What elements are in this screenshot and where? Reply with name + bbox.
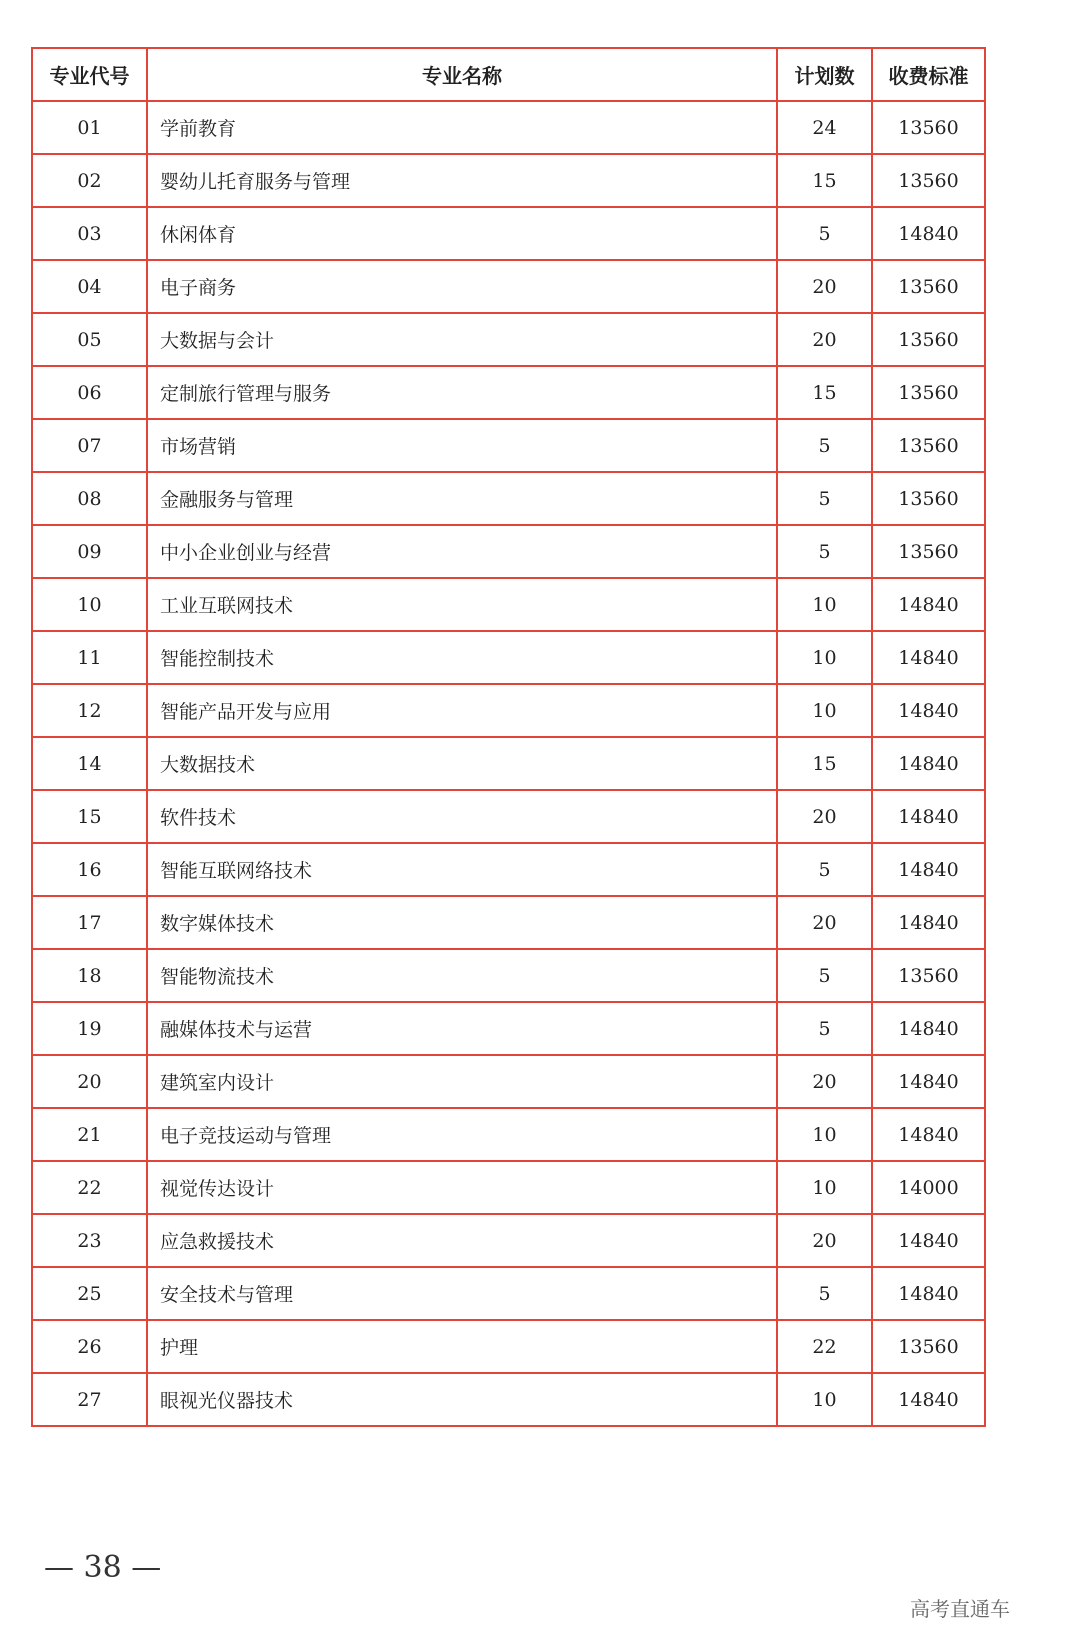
cell-plan-count: 5	[777, 525, 872, 578]
cell-fee-standard: 14840	[872, 790, 985, 843]
table-row	[32, 1373, 985, 1426]
table-row	[32, 1214, 985, 1267]
cell-major-code: 03	[32, 207, 147, 260]
cell-fee-standard: 14840	[872, 207, 985, 260]
cell-plan-count: 20	[777, 313, 872, 366]
cell-plan-count: 5	[777, 1267, 872, 1320]
page-number: — 38 —	[44, 1550, 162, 1585]
cell-fee-standard: 13560	[872, 154, 985, 207]
cell-major-name: 大数据与会计	[147, 313, 777, 366]
cell-fee-standard: 14840	[872, 737, 985, 790]
cell-major-code: 11	[32, 631, 147, 684]
cell-major-code: 08	[32, 472, 147, 525]
cell-major-code: 07	[32, 419, 147, 472]
cell-major-code: 19	[32, 1002, 147, 1055]
cell-major-name: 融媒体技术与运营	[147, 1002, 777, 1055]
cell-fee-standard: 13560	[872, 949, 985, 1002]
table-row	[32, 1267, 985, 1320]
cell-major-name: 智能物流技术	[147, 949, 777, 1002]
cell-major-name: 市场营销	[147, 419, 777, 472]
cell-plan-count: 20	[777, 1055, 872, 1108]
table-row	[32, 631, 985, 684]
cell-fee-standard: 14840	[872, 896, 985, 949]
cell-major-code: 02	[32, 154, 147, 207]
cell-fee-standard: 14840	[872, 578, 985, 631]
cell-major-code: 17	[32, 896, 147, 949]
cell-major-code: 10	[32, 578, 147, 631]
cell-plan-count: 10	[777, 684, 872, 737]
cell-major-name: 安全技术与管理	[147, 1267, 777, 1320]
cell-major-code: 22	[32, 1161, 147, 1214]
cell-fee-standard: 14840	[872, 1002, 985, 1055]
header-major-name: 专业名称	[147, 48, 777, 101]
cell-plan-count: 20	[777, 790, 872, 843]
cell-major-name: 电子商务	[147, 260, 777, 313]
header-major-code: 专业代号	[32, 48, 147, 101]
cell-fee-standard: 13560	[872, 1320, 985, 1373]
table-row	[32, 207, 985, 260]
cell-plan-count: 10	[777, 1161, 872, 1214]
cell-major-code: 26	[32, 1320, 147, 1373]
table-header-row	[32, 48, 985, 101]
cell-major-code: 05	[32, 313, 147, 366]
table-row	[32, 1002, 985, 1055]
cell-major-name: 护理	[147, 1320, 777, 1373]
cell-major-code: 06	[32, 366, 147, 419]
watermark-text: 高考直通车	[910, 1597, 1010, 1621]
cell-major-name: 大数据技术	[147, 737, 777, 790]
table-row	[32, 790, 985, 843]
cell-plan-count: 15	[777, 737, 872, 790]
cell-major-code: 23	[32, 1214, 147, 1267]
cell-fee-standard: 13560	[872, 472, 985, 525]
cell-major-name: 应急救援技术	[147, 1214, 777, 1267]
cell-major-name: 建筑室内设计	[147, 1055, 777, 1108]
cell-major-code: 12	[32, 684, 147, 737]
plan-table	[31, 47, 986, 1427]
cell-major-name: 眼视光仪器技术	[147, 1373, 777, 1426]
cell-major-code: 18	[32, 949, 147, 1002]
cell-plan-count: 5	[777, 207, 872, 260]
cell-major-name: 休闲体育	[147, 207, 777, 260]
cell-major-name: 定制旅行管理与服务	[147, 366, 777, 419]
cell-major-name: 电子竞技运动与管理	[147, 1108, 777, 1161]
table-row	[32, 154, 985, 207]
table-row	[32, 313, 985, 366]
cell-plan-count: 5	[777, 949, 872, 1002]
cell-major-code: 14	[32, 737, 147, 790]
table-row	[32, 737, 985, 790]
cell-major-code: 21	[32, 1108, 147, 1161]
cell-fee-standard: 14840	[872, 1055, 985, 1108]
table-row	[32, 949, 985, 1002]
cell-major-code: 04	[32, 260, 147, 313]
table-row	[32, 472, 985, 525]
cell-plan-count: 20	[777, 1214, 872, 1267]
header-fee-standard: 收费标准	[872, 48, 985, 101]
cell-fee-standard: 13560	[872, 419, 985, 472]
cell-fee-standard: 14840	[872, 843, 985, 896]
cell-major-code: 20	[32, 1055, 147, 1108]
cell-plan-count: 5	[777, 1002, 872, 1055]
cell-plan-count: 15	[777, 366, 872, 419]
table-row	[32, 896, 985, 949]
table-row	[32, 1108, 985, 1161]
cell-fee-standard: 13560	[872, 313, 985, 366]
table-row	[32, 366, 985, 419]
cell-major-name: 婴幼儿托育服务与管理	[147, 154, 777, 207]
cell-plan-count: 15	[777, 154, 872, 207]
table-row	[32, 419, 985, 472]
cell-major-name: 智能控制技术	[147, 631, 777, 684]
cell-fee-standard: 14840	[872, 631, 985, 684]
plan-table-container	[31, 47, 986, 1427]
cell-fee-standard: 14000	[872, 1161, 985, 1214]
cell-fee-standard: 14840	[872, 1267, 985, 1320]
cell-major-name: 智能产品开发与应用	[147, 684, 777, 737]
cell-plan-count: 22	[777, 1320, 872, 1373]
cell-fee-standard: 14840	[872, 1214, 985, 1267]
cell-major-code: 25	[32, 1267, 147, 1320]
cell-fee-standard: 13560	[872, 525, 985, 578]
cell-major-name: 数字媒体技术	[147, 896, 777, 949]
cell-major-name: 工业互联网技术	[147, 578, 777, 631]
cell-plan-count: 5	[777, 843, 872, 896]
cell-plan-count: 20	[777, 896, 872, 949]
cell-plan-count: 10	[777, 1373, 872, 1426]
cell-major-code: 15	[32, 790, 147, 843]
table-row	[32, 101, 985, 154]
cell-major-name: 软件技术	[147, 790, 777, 843]
cell-fee-standard: 14840	[872, 684, 985, 737]
cell-plan-count: 10	[777, 1108, 872, 1161]
cell-major-code: 01	[32, 101, 147, 154]
table-row	[32, 1161, 985, 1214]
table-body	[32, 101, 985, 1426]
cell-plan-count: 5	[777, 419, 872, 472]
table-row	[32, 843, 985, 896]
cell-major-name: 视觉传达设计	[147, 1161, 777, 1214]
cell-major-code: 16	[32, 843, 147, 896]
cell-plan-count: 20	[777, 260, 872, 313]
cell-major-name: 中小企业创业与经营	[147, 525, 777, 578]
cell-plan-count: 10	[777, 631, 872, 684]
table-row	[32, 578, 985, 631]
cell-fee-standard: 13560	[872, 260, 985, 313]
cell-fee-standard: 14840	[872, 1373, 985, 1426]
cell-major-name: 金融服务与管理	[147, 472, 777, 525]
header-plan-count: 计划数	[777, 48, 872, 101]
cell-fee-standard: 14840	[872, 1108, 985, 1161]
table-row	[32, 260, 985, 313]
cell-fee-standard: 13560	[872, 101, 985, 154]
cell-major-code: 09	[32, 525, 147, 578]
cell-major-code: 27	[32, 1373, 147, 1426]
cell-major-name: 学前教育	[147, 101, 777, 154]
table-row	[32, 1320, 985, 1373]
cell-plan-count: 5	[777, 472, 872, 525]
cell-major-name: 智能互联网络技术	[147, 843, 777, 896]
cell-fee-standard: 13560	[872, 366, 985, 419]
cell-plan-count: 24	[777, 101, 872, 154]
cell-plan-count: 10	[777, 578, 872, 631]
table-row	[32, 1055, 985, 1108]
table-row	[32, 684, 985, 737]
table-row	[32, 525, 985, 578]
